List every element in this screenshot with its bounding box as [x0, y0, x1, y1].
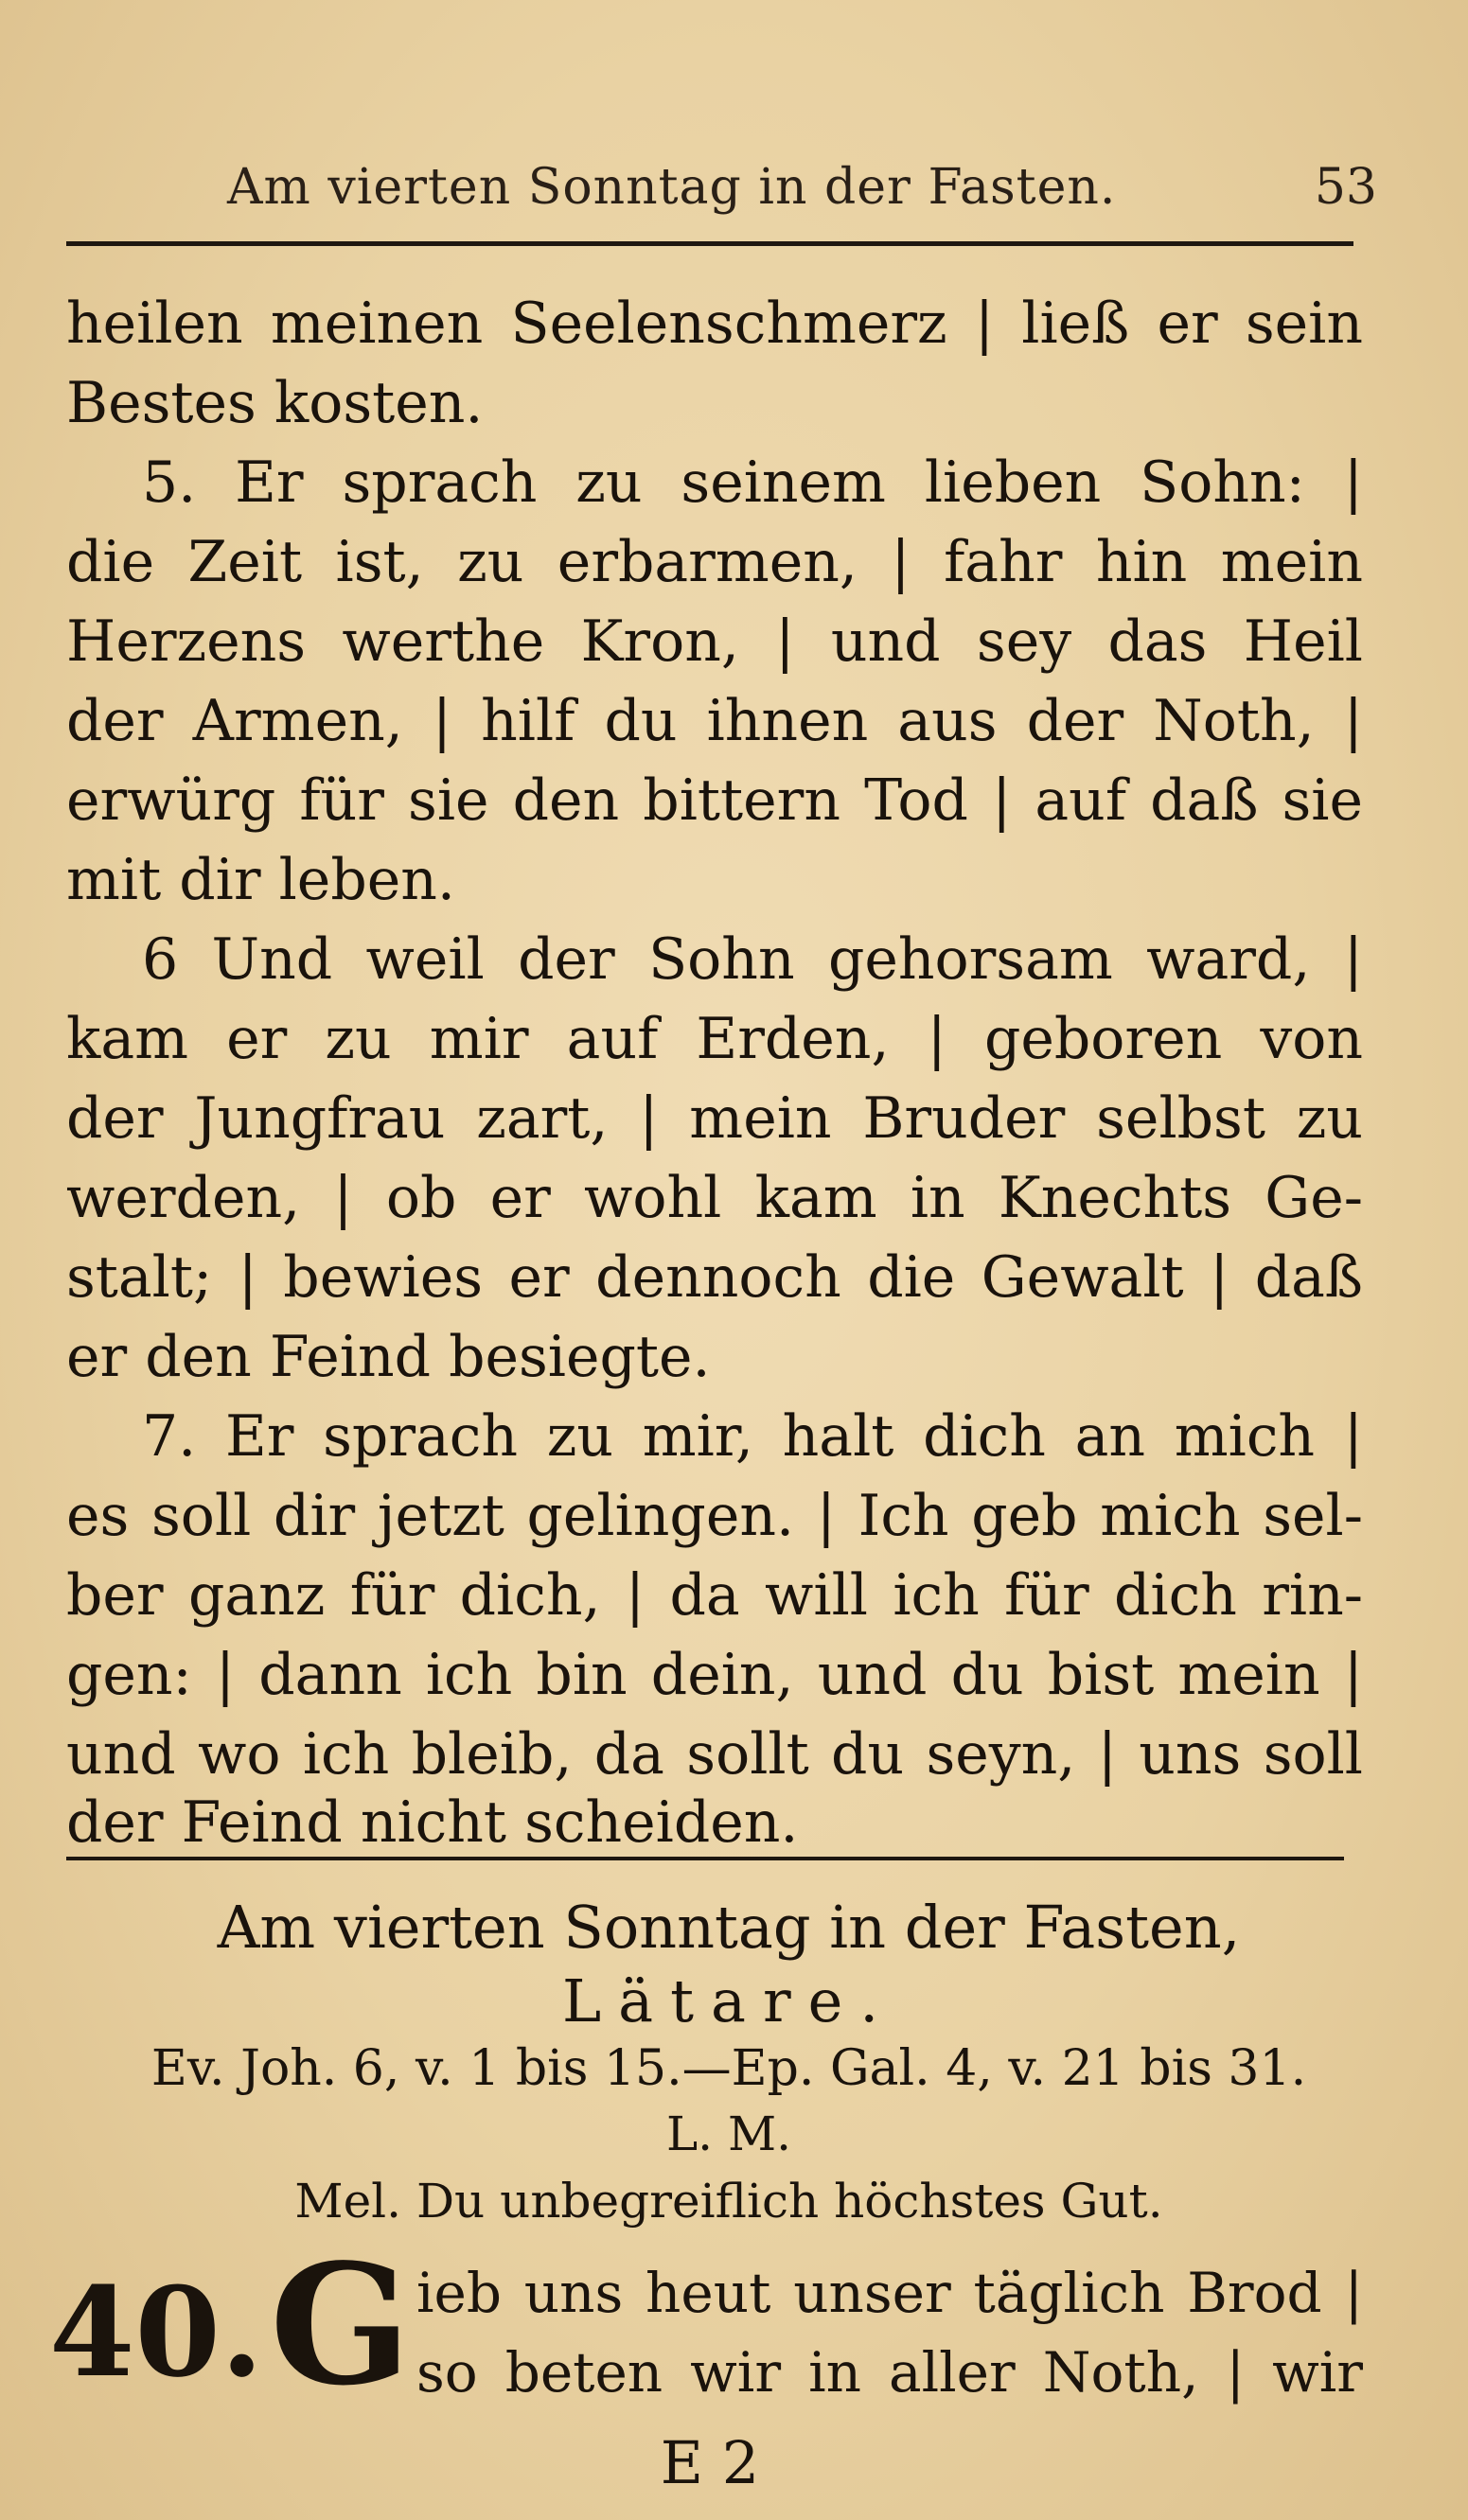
text-line: heilen meinen Seelenschmerz | ließ er sein: [66, 291, 1363, 357]
text-line: die Zeit ist, zu erbarmen, | fahr hin mein: [66, 529, 1363, 595]
section-subtitle: Lätare.: [561, 1966, 896, 2035]
melody-line: Mel. Du unbegreiflich höchstes Gut.: [294, 2174, 1163, 2229]
text-line: der Jungfrau zart, | mein Bruder selbst zu: [66, 1085, 1363, 1152]
hymn-number: 40.: [49, 2260, 264, 2405]
page-number: 53: [1314, 159, 1377, 216]
text-line: es soll dir jetzt gelingen. | Ich geb mich sel-: [66, 1483, 1363, 1549]
text-line: Bestes kosten.: [66, 370, 484, 436]
hymn-line: ieb uns heut unser täglich Brod |: [416, 2261, 1363, 2325]
text-line: erwürg für sie den bittern Tod | auf daß sie: [66, 767, 1363, 834]
running-head: Am vierten Sonntag in der Fasten.: [227, 159, 1117, 216]
header-rule: [66, 241, 1353, 246]
text-line: Herzens werthe Kron, | und sey das Heil: [66, 608, 1363, 675]
text-line: der Armen, | hilf du ihnen aus der Noth, |: [66, 688, 1363, 754]
text-line: mit dir leben.: [66, 847, 455, 913]
text-line: und wo ich bleib, da sollt du seyn, | uns soll: [66, 1721, 1363, 1788]
verse-6-start: 6 Und weil der Sohn gehorsam ward, |: [142, 926, 1363, 993]
verse-5-start: 5. Er sprach zu seinem lieben Sohn: |: [142, 449, 1363, 516]
drop-initial: G: [270, 2229, 412, 2423]
verse-7-start: 7. Er sprach zu mir, halt dich an mich |: [142, 1403, 1363, 1470]
text-line: ber ganz für dich, | da will ich für dich rin-: [66, 1562, 1363, 1629]
signature-mark: E 2: [660, 2428, 760, 2497]
text-line: werden, | ob er wohl kam in Knechts Ge-: [66, 1165, 1363, 1231]
section-rule: [66, 1857, 1344, 1860]
text-line: stalt; | bewies er dennoch die Gewalt | daß: [66, 1244, 1363, 1311]
scripture-readings: Ev. Joh. 6, v. 1 bis 15.—Ep. Gal. 4, v. 21 bis 31.: [150, 2040, 1307, 2097]
text-line: er den Feind besiegte.: [66, 1324, 711, 1390]
meter-mark: L. M.: [665, 2106, 792, 2161]
text-line: kam er zu mir auf Erden, | geboren von: [66, 1006, 1363, 1072]
hymn-line: so beten wir in aller Noth, | wir: [416, 2340, 1363, 2405]
text-line: der Feind nicht scheiden.: [66, 1789, 799, 1856]
text-line: gen: | dann ich bin dein, und du bist mein |: [66, 1642, 1363, 1708]
section-title: Am vierten Sonntag in der Fasten,: [217, 1893, 1241, 1962]
